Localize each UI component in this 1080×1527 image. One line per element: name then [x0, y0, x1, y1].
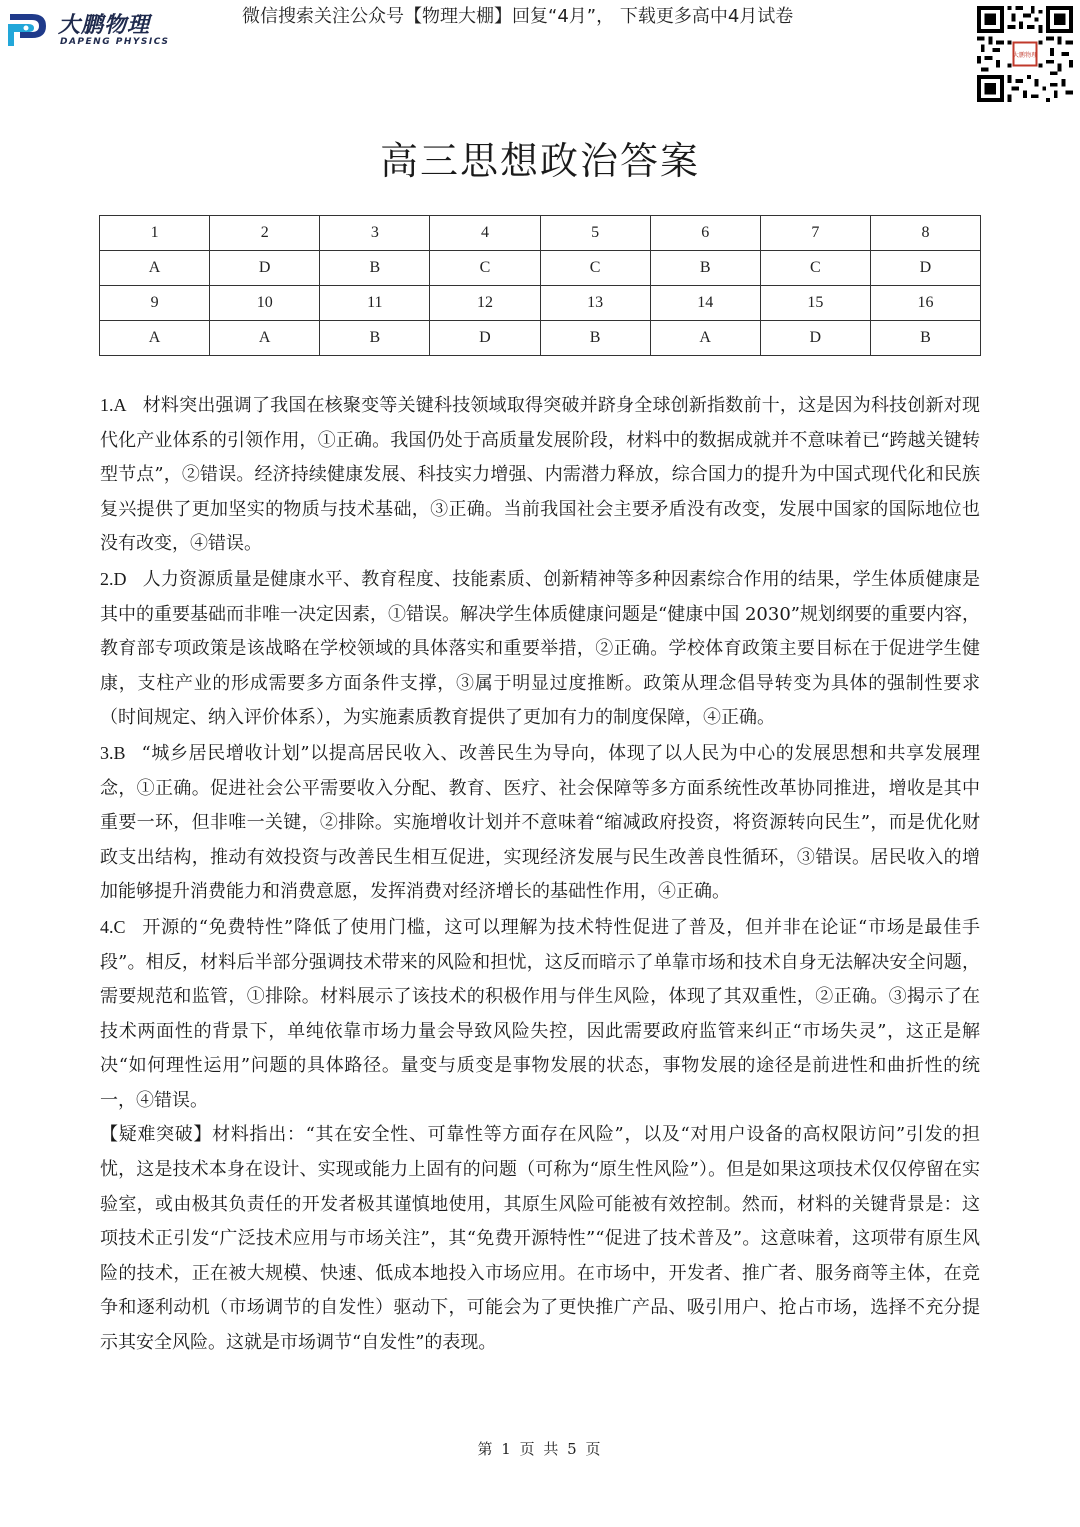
- table-row: [100, 251, 981, 286]
- answer-cell: B: [540, 321, 650, 356]
- table-row: [100, 286, 981, 321]
- question-number-cell: 11: [320, 286, 430, 321]
- brand-logo: [6, 6, 170, 52]
- explanation-text: 开源的“免费特性”降低了使用门槛，这可以理解为技术特性促进了普及，但并非在论证“市场是最佳手段”。相反，材料后半部分强调技术带来的风险和担忧，这反而暗示了单靠市场和技术自身无法解决安全问题，需要规范和监管，①排除。材料展示了该技术的积极作用与伴生风险，体现了其双重性，②正确。③揭示了在技术两面性的背景下，单纯依靠市场力量会导致风险失控，因此需要政府监管来纠正“市场失灵”，这正是解决“如何理性运用”问题的具体路径。量变与质变是事物发展的状态，事物发展的途径是前进性和曲折性的统一，④错误。: [100, 916, 980, 1111]
- explanation-paragraph: [100, 388, 980, 562]
- answer-cell: B: [870, 321, 980, 356]
- question-answer-label: 4.C: [100, 916, 126, 937]
- answer-cell: A: [650, 321, 760, 356]
- question-number-cell: 1: [100, 216, 210, 251]
- question-number-cell: 12: [430, 286, 540, 321]
- logo-english-text: DAPENG PHYSICS: [60, 37, 170, 47]
- explanation-text: 人力资源质量是健康水平、教育程度、技能素质、创新精神等多种因素综合作用的结果，学生体质健康是其中的重要基础而非唯一决定因素，①错误。解决学生体质健康问题是“健康中国 2030”规划纲要的重要内容，教育部专项政策是该战略在学校领域的具体落实和重要举措，②正确。学校体育政策主要目标在于促进学生健康，支柱产业的形成需要多方面条件支撑，③属于明显过度推断。政策从理念倡导转变为具体的强制性要求（时间规定、纳入评价体系），为实施素质教育提供了更加有力的制度保障，④正确。: [100, 568, 980, 729]
- question-number-cell: 6: [650, 216, 760, 251]
- answer-cell: D: [430, 321, 540, 356]
- qr-badge-text: 大鹏物理: [1012, 52, 1038, 60]
- qr-code-icon: [976, 6, 1074, 102]
- answer-cell: D: [870, 251, 980, 286]
- question-answer-label: 1.A: [100, 395, 127, 415]
- explanation-paragraph: [100, 562, 980, 736]
- explanation-paragraph: [100, 1118, 980, 1360]
- logo-chinese-text: 大鹏物理: [58, 13, 151, 38]
- table-row: [100, 321, 981, 356]
- question-number-cell: 8: [870, 216, 980, 251]
- answer-cell: D: [210, 251, 320, 286]
- logo-mark-icon: [6, 8, 52, 50]
- explanation-text: 材料突出强调了我国在核聚变等关键科技领域取得突破并跻身全球创新指数前十，这是因为科技创新对现代化产业体系的引领作用，①正确。我国仍处于高质量发展阶段，材料中的数据成就并不意味着已“跨越关键转型节点”，②错误。经济持续健康发展、科技实力增强、内需潜力释放，综合国力的提升为中国式现代化和民族复兴提供了更加坚实的物质与技术基础，③正确。当前我国社会主要矛盾没有改变，发展中国家的国际地位也没有改变，④错误。: [100, 395, 980, 555]
- answer-cell: A: [210, 321, 320, 356]
- question-number-cell: 3: [320, 216, 430, 251]
- promo-banner: 微信搜索关注公众号【物理大棚】回复“4月”， 下载更多高中4月试卷: [242, 6, 794, 27]
- question-number-cell: 2: [210, 216, 320, 251]
- explanation-text: “城乡居民增收计划”以提高居民收入、改善民生为导向，体现了以人民为中心的发展思想和共享发展理念，①正确。促进社会公平需要收入分配、教育、医疗、社会保障等多方面系统性改革协同推进，增收是其中重要一环，但非唯一关键，②排除。实施增收计划并不意味着“缩减政府投资，将资源转向民生”，而是优化财政支出结构，推动有效投资与改善民生相互促进，实现经济发展与民生改善良性循环，③错误。居民收入的增加能够提升消费能力和消费意愿，发挥消费对经济增长的基础性作用，④正确。: [100, 742, 980, 903]
- table-row: [100, 216, 981, 251]
- answer-cell: A: [100, 321, 210, 356]
- answer-cell: C: [430, 251, 540, 286]
- answer-cell: A: [100, 251, 210, 286]
- question-answer-label: 3.B: [100, 742, 126, 763]
- question-number-cell: 5: [540, 216, 650, 251]
- question-number-cell: 13: [540, 286, 650, 321]
- question-number-cell: 9: [100, 286, 210, 321]
- explanation-paragraph: [100, 910, 980, 1119]
- explanation-text: 【疑难突破】材料指出：“其在安全性、可靠性等方面存在风险”，以及“对用户设备的高权限访问”引发的担忧，这是技术本身在设计、实现或能力上固有的问题（可称为“原生性风险”）。但是如果这项技术仅仅停留在实验室，或由极其负责任的开发者极其谨慎地使用，其原生风险可能被有效控制。然而，材料的关键背景是：这项技术正引发“广泛技术应用与市场关注”，其“免费开源特性”“促进了技术普及”。这意味着，这项带有原生风险的技术，正在被大规模、快速、低成本地投入市场应用。在市场中，开发者、推广者、服务商等主体，在竞争和逐利动机（市场调节的自发性）驱动下，可能会为了更快推广产品、吸引用户、抢占市场，选择不充分提示其安全风险。这就是市场调节“自发性”的表现。: [100, 1124, 980, 1354]
- page-header: [0, 0, 1080, 110]
- answer-table-body: [100, 216, 981, 356]
- answer-cell: C: [540, 251, 650, 286]
- answer-cell: D: [760, 321, 870, 356]
- page-number: 第 1 页 共 5 页: [477, 1440, 603, 1458]
- question-number-cell: 14: [650, 286, 760, 321]
- answer-table: [99, 215, 981, 356]
- answer-cell: B: [650, 251, 760, 286]
- question-number-cell: 4: [430, 216, 540, 251]
- question-number-cell: 10: [210, 286, 320, 321]
- answer-cell: B: [320, 321, 430, 356]
- question-number-cell: 16: [870, 286, 980, 321]
- question-number-cell: 7: [760, 216, 870, 251]
- question-answer-label: 2.D: [100, 568, 127, 589]
- explanations: [100, 388, 980, 1361]
- page-title: 高三思想政治答案: [379, 139, 700, 183]
- answer-cell: C: [760, 251, 870, 286]
- question-number-cell: 15: [760, 286, 870, 321]
- answer-cell: B: [320, 251, 430, 286]
- explanation-paragraph: [100, 736, 980, 910]
